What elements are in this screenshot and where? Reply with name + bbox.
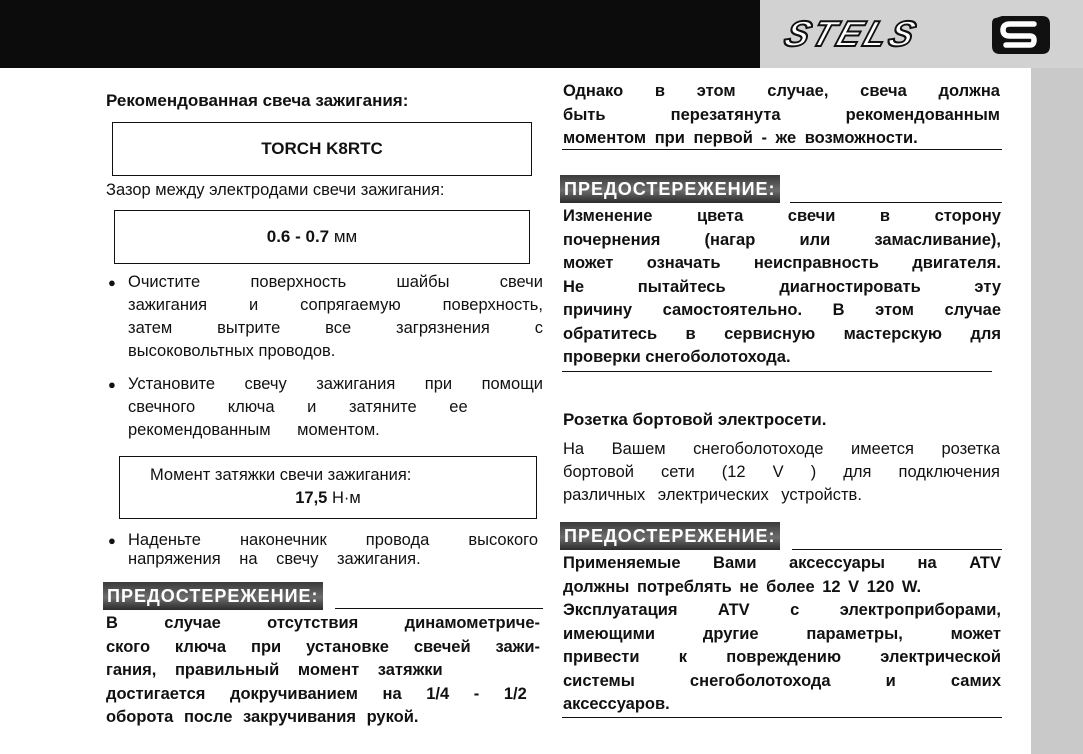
warning-text-right-2: Применяемые Вами аксессуары на ATV должны потреблять не более 12 V 120 W. Эксплуатация ATV с электроприборами, имеющими другие параметры, может привести к повреждению электрической системы снегоболотохода и самих аксессуаров. <box>563 554 1001 713</box>
logo-area <box>760 0 1083 68</box>
warning-label-right-2: ПРЕДОСТЕРЕЖЕНИЕ: <box>560 522 780 550</box>
bullet-dot-icon: ● <box>108 377 116 392</box>
bullet-install-plug: ● Установите свечу зажигания при помощи свечного ключа и затяните ее рекомендованным моментом. <box>108 375 543 439</box>
header-bar <box>0 0 760 68</box>
socket-heading: Розетка бортовой электросети. <box>563 410 827 429</box>
bullet-dot-icon: ● <box>108 275 116 290</box>
warning-label-right-1: ПРЕДОСТЕРЕЖЕНИЕ: <box>560 175 780 203</box>
gap-unit: мм <box>333 227 358 246</box>
torque-label: Момент затяжки свечи зажигания: <box>150 466 412 484</box>
intro-rule <box>562 149 1002 150</box>
torque-value: 17,5 <box>295 489 328 507</box>
warning-text-right-1: Изменение цвета свечи в сторону почернения (нагар или замасливание), может означать неисправность двигателя. Не пытайтесь диагностировать эту причину самостоятельно. В этом случае обратитесь в сервисную мастерскую для проверки снегоболотохода. <box>563 207 1001 366</box>
bullet-clean-surface: ● Очистите поверхность шайбы свечи зажигания и сопрягаемую поверхность, затем вытрите все загрязнения с высоковольтных проводов. <box>108 273 543 360</box>
gap-label: Зазор между электродами свечи зажигания: <box>106 181 445 199</box>
gap-value-box <box>114 210 530 264</box>
page-side-tab <box>1031 68 1083 754</box>
warning-rule-right-1-bottom <box>562 371 992 372</box>
warning-rule-right-1 <box>790 202 1002 203</box>
bullet-cap: ● Наденьте наконечник провода высокого напряжения на свечу зажигания. <box>108 531 538 568</box>
brand-s-logo-icon <box>988 12 1054 58</box>
plug-model: TORCH K8RTC <box>261 139 383 158</box>
warning-label-left: ПРЕДОСТЕРЕЖЕНИЕ: <box>103 582 323 610</box>
warning-rule-right-2-bottom <box>562 717 1002 718</box>
warning-text-left: В случае отсутствия динамометриче- ского ключа при установке свечей зажи- гания, правильный момент затяжки достигается докручиванием на 1/4 - 1/2 оборота после закручивания рукой. <box>106 614 540 726</box>
plug-heading: Рекомендованная свеча зажигания: <box>106 91 409 110</box>
intro-text: Однако в этом случае, свеча должна быть перезатянута рекомендованным моментом при первой - же возможности. <box>563 82 1000 147</box>
warning-rule-right-2 <box>792 549 1002 550</box>
brand-logo-text: STELS <box>779 13 924 54</box>
socket-text: На Вашем снегоболотоходе имеется розетка бортовой сети (12 V ) для подключения различных электрических устройств. <box>563 440 1000 504</box>
gap-value: 0.6 - 0.7 <box>266 227 330 246</box>
torque-box <box>119 456 537 519</box>
warning-rule-left <box>335 608 543 609</box>
plug-model-box <box>112 122 532 176</box>
bullet-dot-icon: ● <box>108 533 116 548</box>
torque-unit: Н·м <box>331 489 361 507</box>
